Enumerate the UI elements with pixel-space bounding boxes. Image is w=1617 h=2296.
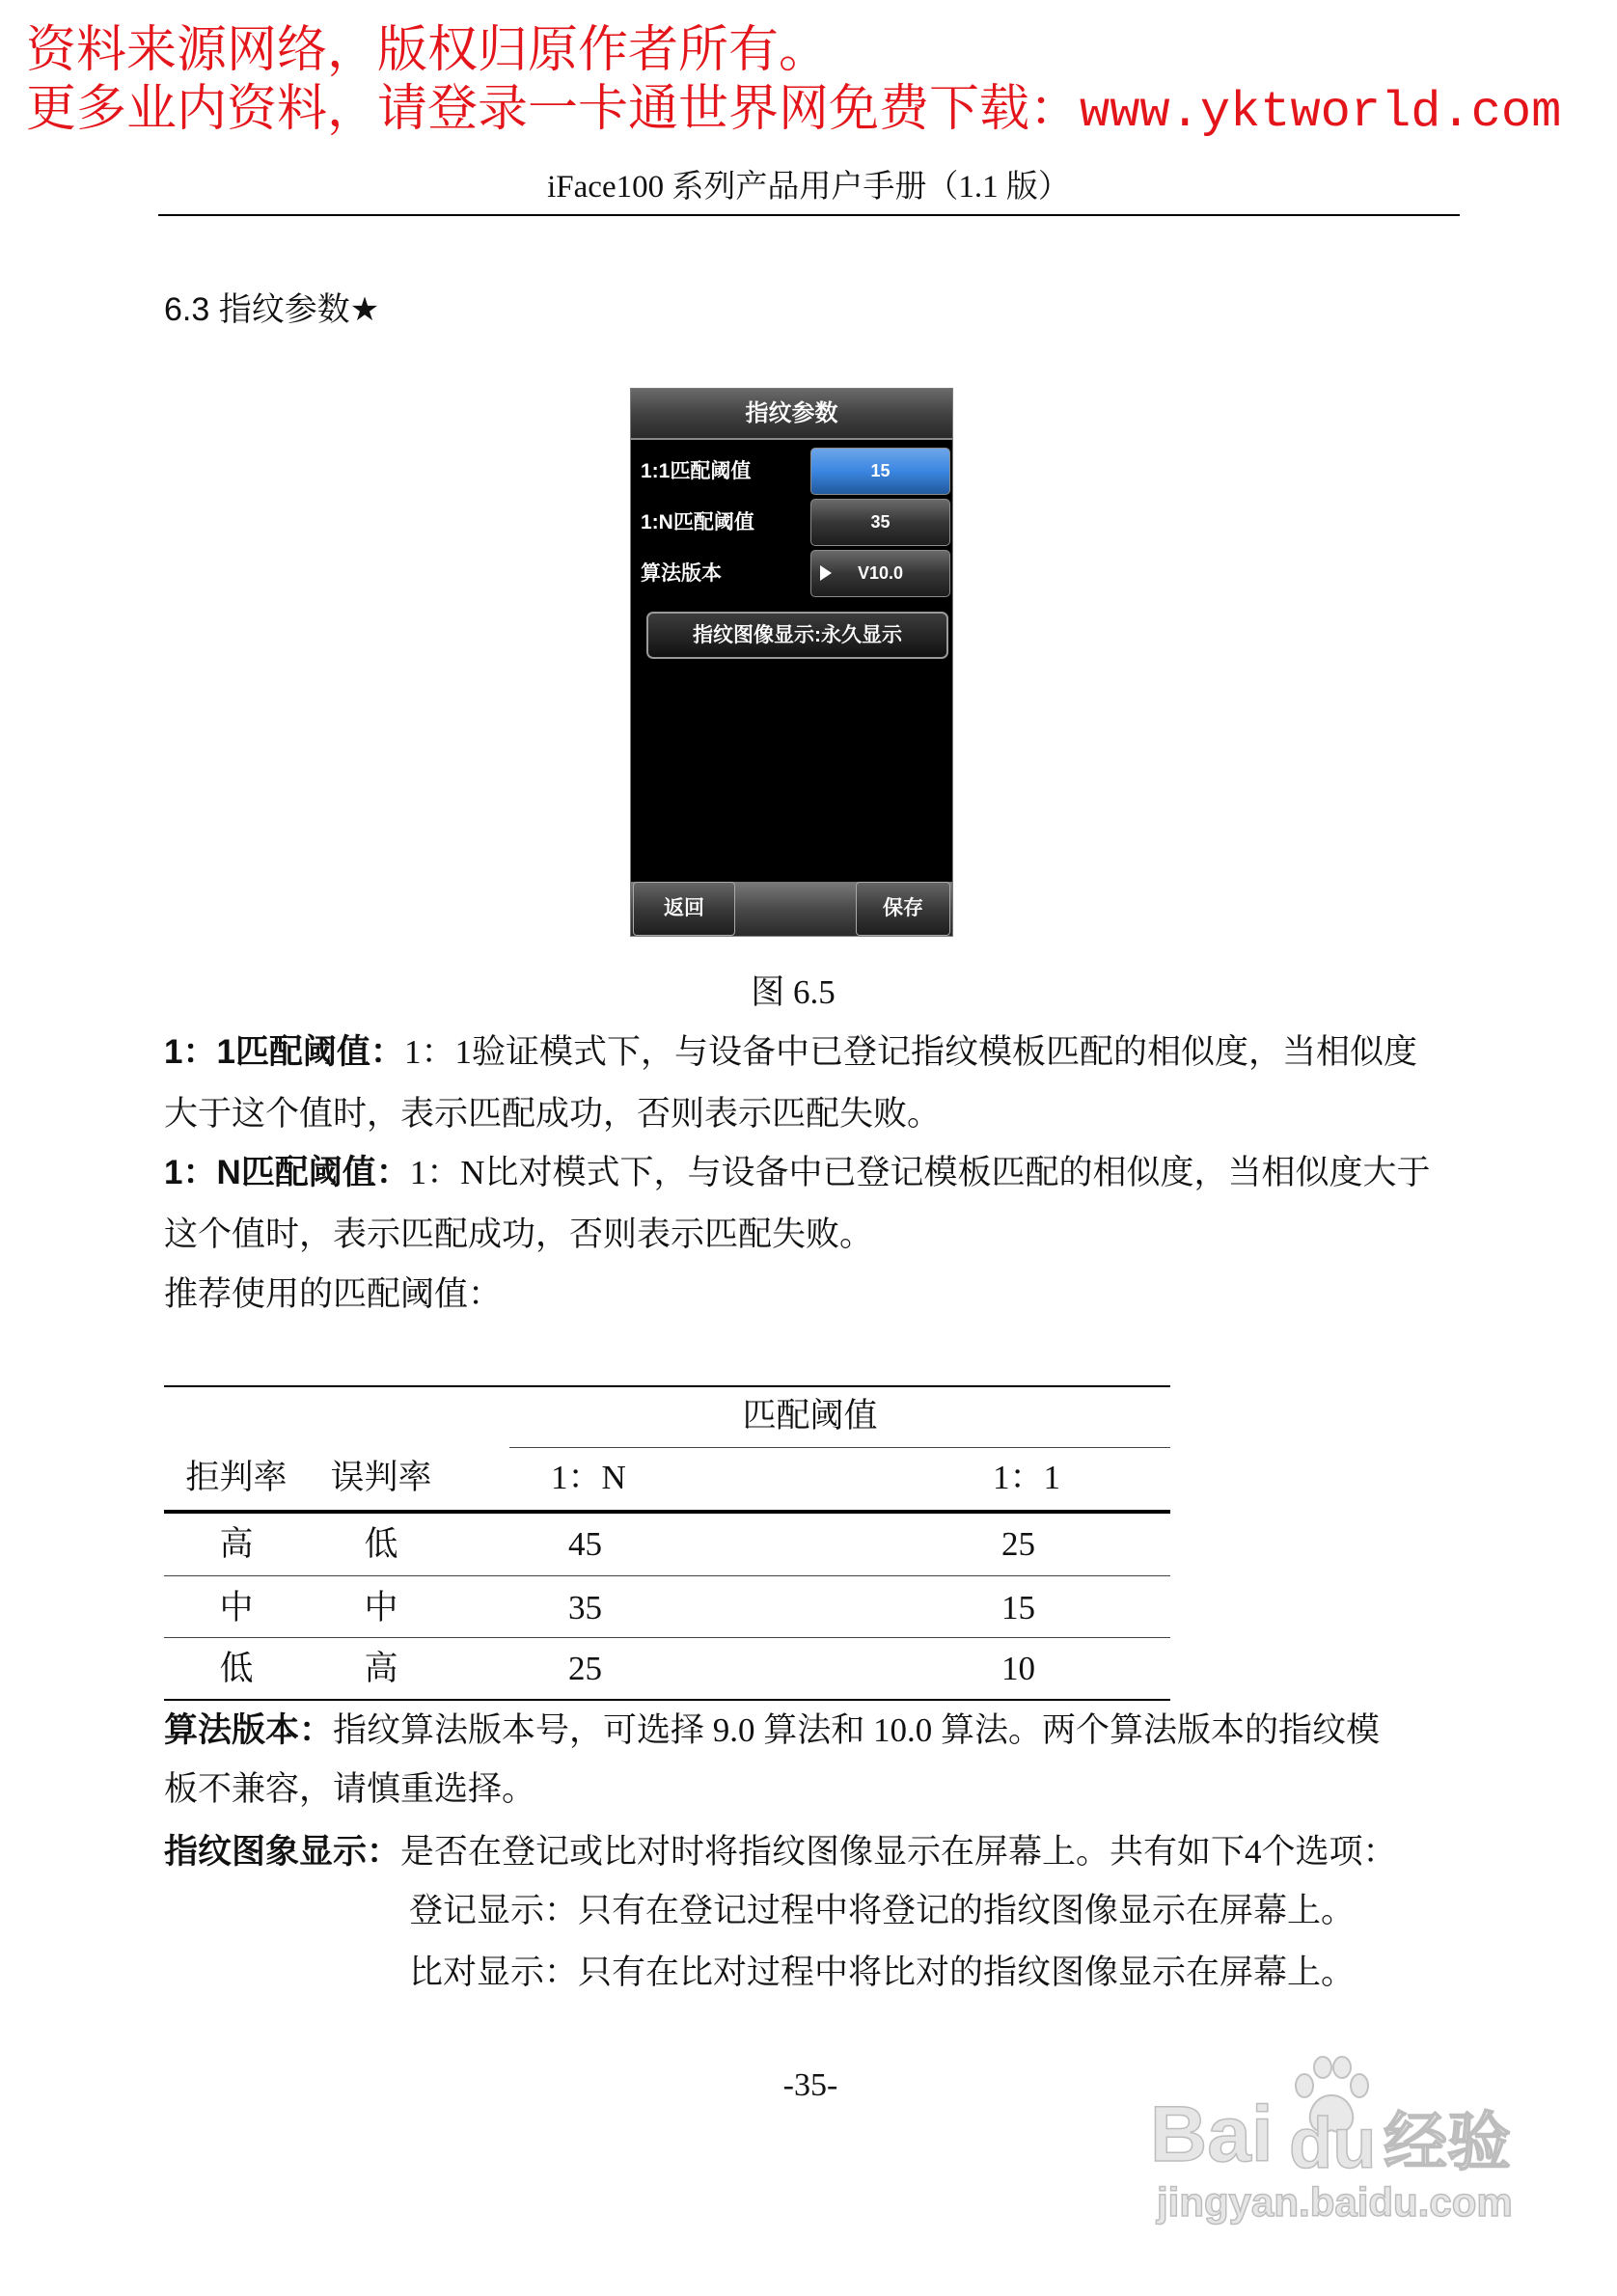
- algorithm-version-value: V10.0: [857, 563, 904, 583]
- threshold-1-n-value: 35: [870, 512, 891, 532]
- baidu-jingyan-watermark: [1148, 2055, 1524, 2233]
- source-watermark-text: 更多业内资料，请登录一卡通世界网免费下载：: [26, 82, 1081, 137]
- threshold-1-n-label: 1:N匹配阈值: [641, 511, 754, 533]
- play-triangle-icon: [820, 565, 832, 581]
- running-header-title: iFace100 系列产品用户手册（1.1 版）: [547, 170, 1070, 205]
- table-bottom-rule: [164, 1699, 1170, 1701]
- algorithm-version-label: 算法版本: [641, 562, 722, 585]
- paragraph-2-text: 1：N比对模式下，与设备中已登记模板匹配的相似度，当相似度大于: [409, 1154, 1431, 1191]
- header-rule: [158, 214, 1460, 216]
- threshold-table: [164, 1385, 1170, 1702]
- save-button-label: 保存: [883, 897, 923, 919]
- term-1-1-threshold: 1：1匹配阈值：: [164, 1033, 404, 1071]
- device-title-bar: [631, 389, 952, 440]
- source-watermark-line1: 资料来源网络，版权归原作者所有。: [26, 23, 830, 78]
- save-button: [856, 882, 950, 936]
- source-watermark-url: www.yktworld.com: [1080, 84, 1562, 141]
- fingerprint-image-display-button: [646, 612, 948, 659]
- device-bottom-bar: [631, 882, 952, 936]
- paragraph-2-line-1: [164, 1150, 1431, 1196]
- section-title: 6.3 指纹参数★: [164, 291, 380, 328]
- table-row-rule: [164, 1637, 1170, 1638]
- paragraph-1-line-2: 大于这个值时，表示匹配成功，否则表示匹配失败。: [164, 1095, 942, 1133]
- paragraph-3: 推荐使用的匹配阈值：: [164, 1275, 503, 1313]
- back-button-label: 返回: [664, 897, 704, 919]
- paragraph-1-line-1: [164, 1029, 1417, 1076]
- table-row: [164, 1587, 1170, 1629]
- figure-caption: 图 6.5: [751, 973, 836, 1011]
- table-row: [164, 1648, 1170, 1690]
- term-fingerprint-image-display: 指纹图象显示：: [164, 1833, 401, 1871]
- paragraph-4-line-2: 板不兼容，请慎重选择。: [164, 1770, 536, 1808]
- term-algorithm-version: 算法版本：: [164, 1711, 334, 1749]
- threshold-1-1-value-button: [810, 448, 950, 495]
- table-group-header: 匹配阈值: [742, 1397, 878, 1435]
- source-watermark-line2: [26, 81, 1561, 142]
- threshold-1-n-value-button: [810, 499, 950, 546]
- table-cell: 35: [568, 1589, 602, 1626]
- column-header: 误判率: [330, 1459, 432, 1496]
- watermark-brand-b: du: [1289, 2103, 1377, 2183]
- table-cell: 25: [568, 1650, 602, 1687]
- table-cell: 15: [1001, 1589, 1035, 1626]
- column-header: 1：1: [993, 1459, 1061, 1496]
- table-cell: 中: [364, 1589, 398, 1626]
- term-1-n-threshold: 1：N匹配阈值：: [164, 1154, 410, 1191]
- table-cell: 25: [1001, 1525, 1035, 1563]
- column-header: 拒判率: [185, 1459, 288, 1496]
- table-top-rule: [164, 1385, 1170, 1387]
- threshold-1-1-label: 1:1匹配阈值: [641, 460, 752, 482]
- table-cell: 高: [219, 1525, 254, 1563]
- table-row-rule: [164, 1575, 1170, 1576]
- display-option-item: 登记显示：只有在登记过程中将登记的指纹图像显示在屏幕上。: [409, 1892, 1356, 1929]
- paragraph-5-text: 是否在登记或比对时将指纹图像显示在屏幕上。共有如下4个选项：: [400, 1833, 1397, 1871]
- paragraph-5-line-1: [164, 1829, 1397, 1875]
- table-cell: 低: [364, 1525, 398, 1563]
- paragraph-4-line-1: [164, 1708, 1380, 1754]
- table-cell: 中: [219, 1589, 254, 1626]
- page-number: -35-: [782, 2067, 838, 2103]
- threshold-1-1-value: 15: [870, 461, 891, 480]
- table-cell: 45: [568, 1525, 602, 1563]
- fingerprint-image-display-label: 指纹图像显示:永久显示: [693, 624, 902, 646]
- paragraph-4-text: 指纹算法版本号，可选择 9.0 算法和 10.0 算法。两个算法版本的指纹模: [333, 1711, 1381, 1749]
- watermark-product: 经验: [1384, 2106, 1511, 2177]
- table-header-row: [164, 1457, 1170, 1499]
- watermark-domain: jingyan.baidu.com: [1157, 2179, 1513, 2225]
- table-group-rule: [509, 1447, 1170, 1448]
- table-cell: 10: [1001, 1650, 1035, 1687]
- algorithm-version-dropdown: [810, 550, 950, 597]
- table-header-rule: [164, 1510, 1170, 1514]
- table-cell: 高: [364, 1650, 398, 1687]
- display-option-item: 比对显示：只有在比对过程中将比对的指纹图像显示在屏幕上。: [409, 1954, 1356, 1991]
- column-header: 1：N: [551, 1459, 626, 1496]
- device-title: 指纹参数: [745, 400, 838, 426]
- table-cell: 低: [219, 1650, 254, 1687]
- device-screenshot: [630, 388, 953, 937]
- paragraph-2-line-2: 这个值时，表示匹配成功，否则表示匹配失败。: [164, 1216, 874, 1253]
- watermark-brand-a: Bai: [1150, 2091, 1274, 2178]
- table-row: [164, 1523, 1170, 1566]
- back-button: [633, 882, 735, 936]
- paragraph-1-text: 1：1验证模式下，与设备中已登记指纹模板匹配的相似度，当相似度: [403, 1033, 1417, 1071]
